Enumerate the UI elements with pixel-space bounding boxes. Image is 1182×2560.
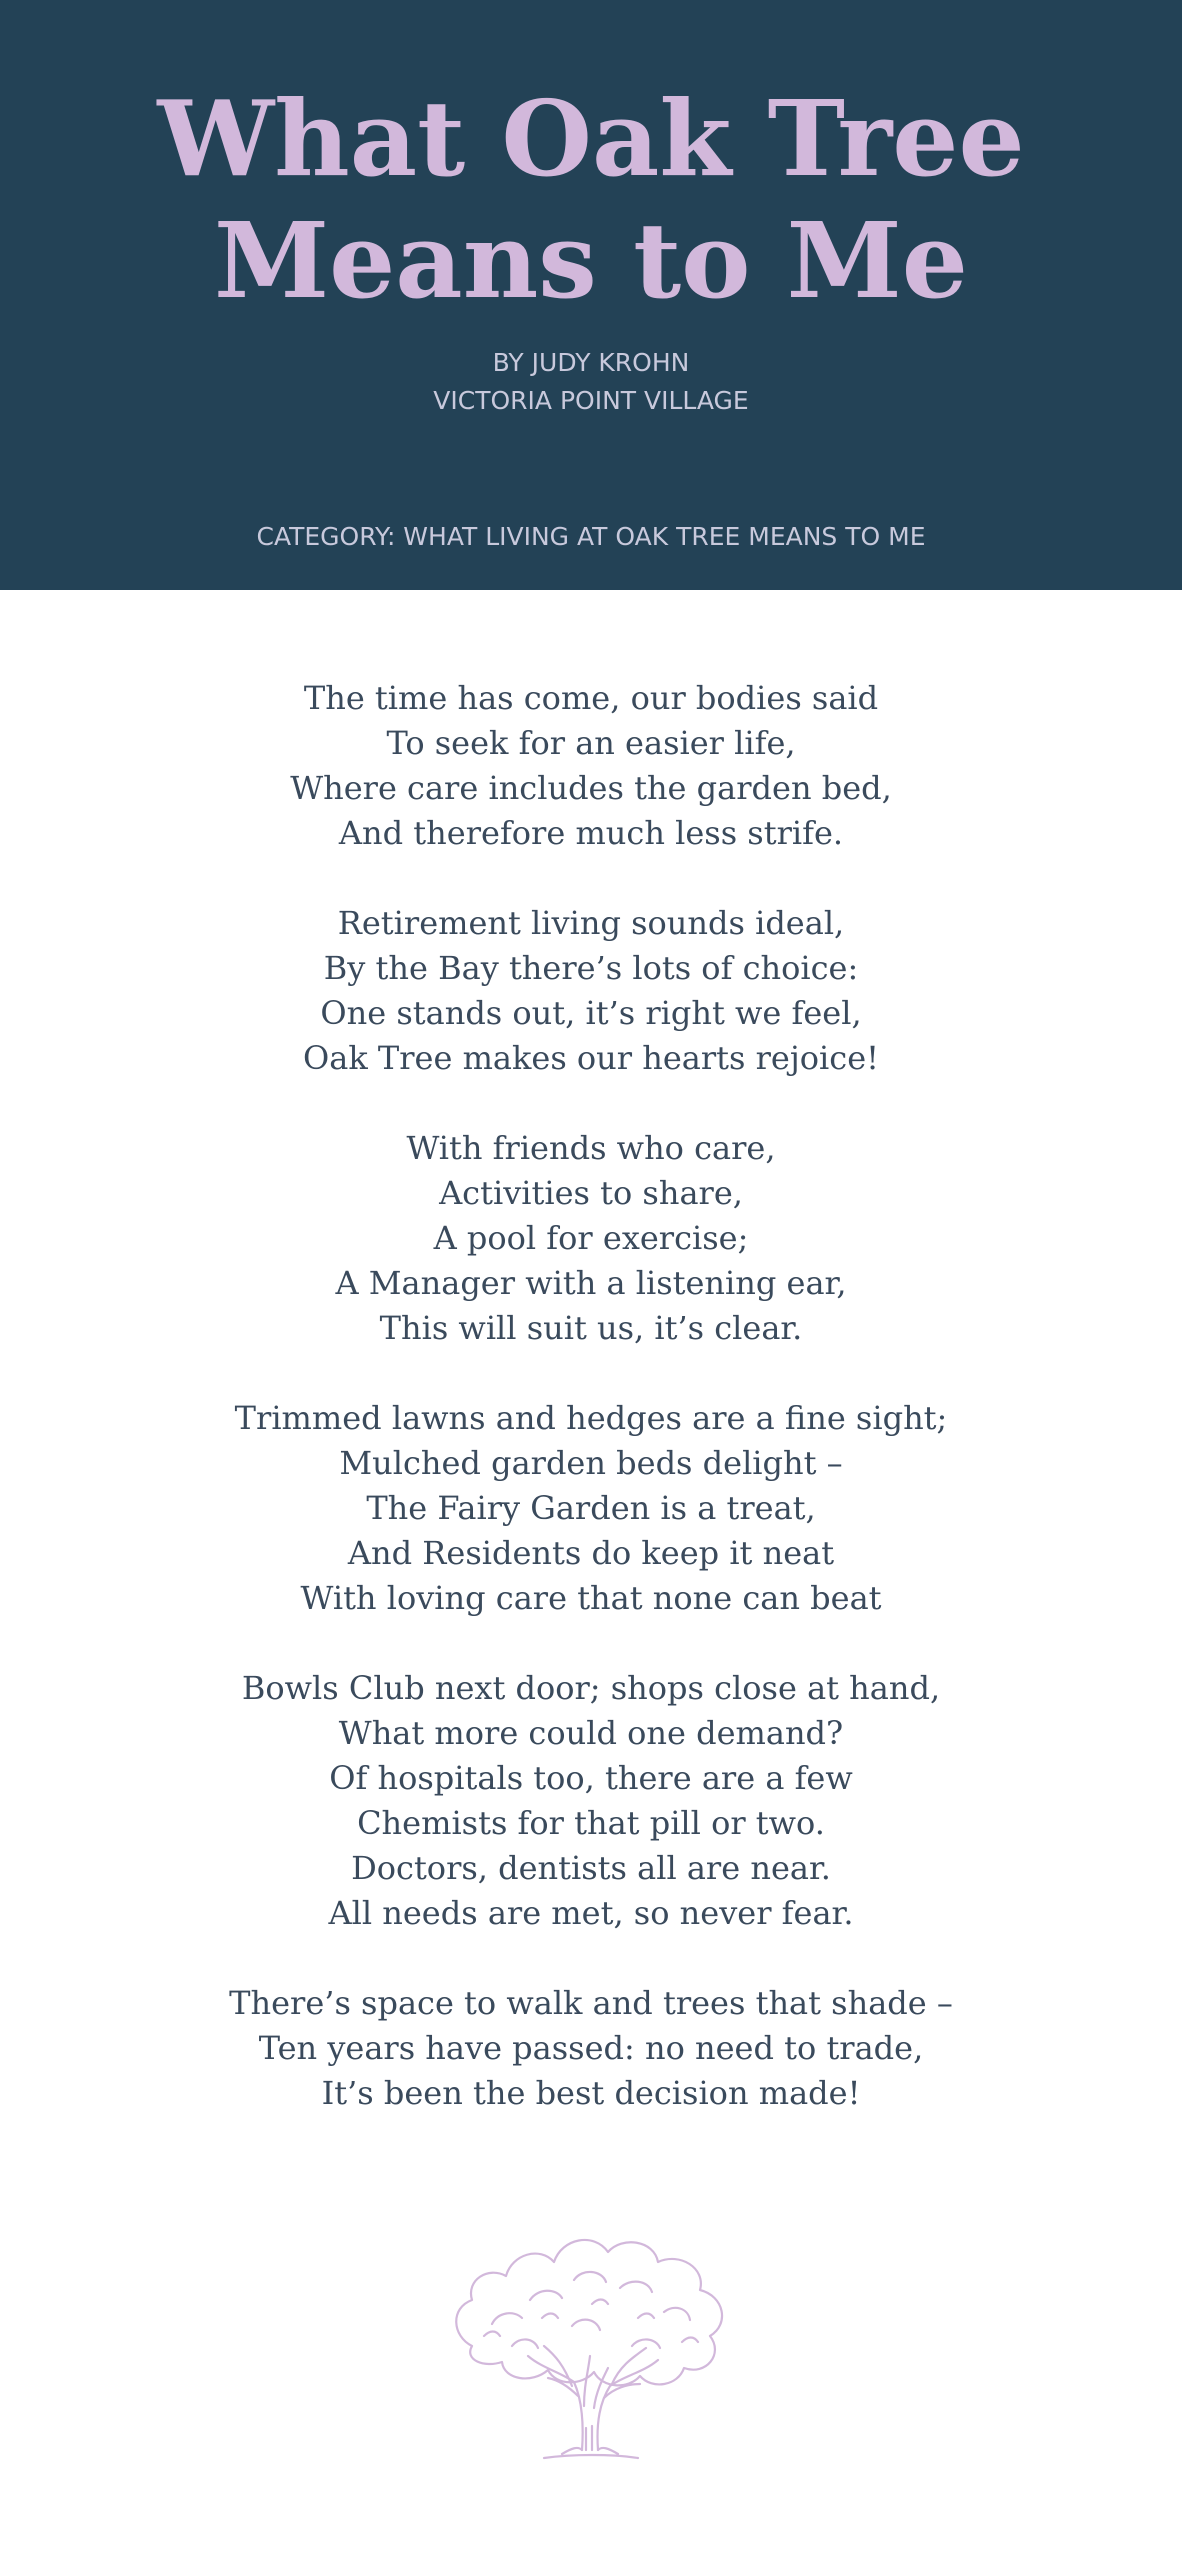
poem-line: By the Bay there’s lots of choice: <box>323 949 859 987</box>
poem-line: A pool for exercise; <box>433 1219 749 1257</box>
poem-line: Ten years have passed: no need to trade, <box>258 2029 924 2067</box>
poem-line: Bowls Club next door; shops close at hand, <box>241 1669 941 1707</box>
poem-line: A Manager with a listening ear, <box>335 1264 847 1302</box>
poem-line: It’s been the best decision made! <box>321 2074 861 2112</box>
poem-line: And therefore much less strife. <box>338 814 844 852</box>
poem-line: Trimmed lawns and hedges are a fine sight; <box>234 1399 948 1437</box>
poem-line: To seek for an easier life, <box>386 724 796 762</box>
poem-line: Doctors, dentists all are near. <box>351 1849 831 1887</box>
stanza <box>0 1666 1182 1936</box>
poem-line: The time has come, our bodies said <box>303 679 879 717</box>
byline <box>0 344 1182 420</box>
poem-line: Chemists for that pill or two. <box>357 1804 825 1842</box>
poem-line: With friends who care, <box>406 1129 776 1167</box>
page-title <box>0 78 1182 322</box>
poem-line: And Residents do keep it neat <box>347 1534 835 1572</box>
poem-line: Oak Tree makes our hearts rejoice! <box>303 1039 879 1077</box>
stanza <box>0 1981 1182 2116</box>
poem-line: All needs are met, so never fear. <box>328 1894 854 1932</box>
stanza <box>0 1396 1182 1621</box>
oak-tree-icon <box>432 2196 750 2464</box>
author-name: BY JUDY KROHN <box>492 348 690 377</box>
poem-body <box>0 676 1182 2161</box>
poem-line: Retirement living sounds ideal, <box>337 904 845 942</box>
poem-line: What more could one demand? <box>338 1714 844 1752</box>
poem-line: There’s space to walk and trees that shade – <box>229 1984 953 2022</box>
stanza <box>0 901 1182 1081</box>
category-link[interactable]: CATEGORY: WHAT LIVING AT OAK TREE MEANS TO ME <box>256 522 926 551</box>
poem-line: The Fairy Garden is a treat, <box>366 1489 816 1527</box>
poem-line: Activities to share, <box>439 1174 743 1212</box>
header-banner <box>0 0 1182 590</box>
poem-line: Mulched garden beds delight – <box>339 1444 843 1482</box>
poem-line: With loving care that none can beat <box>300 1579 882 1617</box>
title-line: What Oak Tree <box>157 77 1025 200</box>
author-location: VICTORIA POINT VILLAGE <box>433 386 749 415</box>
poem-line: Of hospitals too, there are a few <box>329 1759 853 1797</box>
title-line: Means to Me <box>214 199 968 322</box>
poem-line: One stands out, it’s right we feel, <box>320 994 862 1032</box>
poem-line: This will suit us, it’s clear. <box>379 1309 803 1347</box>
stanza <box>0 676 1182 856</box>
poem-line: Where care includes the garden bed, <box>290 769 892 807</box>
stanza <box>0 1126 1182 1351</box>
